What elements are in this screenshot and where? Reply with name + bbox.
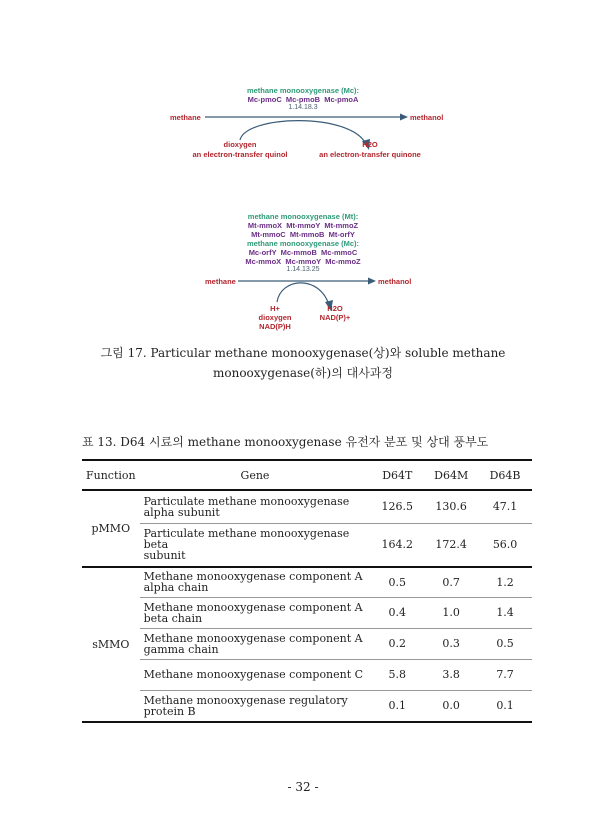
value-d64m: 172.4 — [435, 538, 467, 552]
page-number: - 32 - — [287, 780, 319, 794]
enzyme-label-mc: methane monooxygenase (Mc): — [246, 239, 360, 248]
gene-cell: Particulate methane monooxygenase alpha subunit — [143, 494, 350, 519]
table-row — [82, 628, 532, 659]
enzyme-label: methane monooxygenase (Mc): — [246, 86, 360, 95]
cosubstrate-nadph: NAD(P)H — [259, 322, 291, 331]
value-d64b: 47.1 — [492, 500, 518, 514]
header-d64m: D64M — [434, 468, 469, 482]
value-d64m: 0.7 — [442, 575, 460, 589]
value-d64b: 1.2 — [496, 575, 514, 589]
reaction-arrowhead — [368, 278, 376, 285]
gene-cell: Particulate methane monooxygenase beta subunit — [143, 527, 350, 563]
table-header-row — [82, 460, 532, 490]
table-row — [82, 567, 532, 597]
ec-number: 1.14.18.3 — [288, 104, 318, 111]
value-d64m: 0.3 — [442, 637, 460, 650]
gene-list: Mc-pmoC Mc-pmoB Mc-pmoA — [247, 95, 359, 104]
value-d64b: 0.5 — [496, 637, 514, 650]
value-d64m: 1.0 — [442, 606, 460, 619]
value-d64t: 126.5 — [381, 500, 414, 514]
table-row — [82, 659, 532, 690]
header-d64b: D64B — [489, 468, 521, 482]
table-row — [82, 490, 532, 523]
coproduct-water: H2O — [362, 140, 378, 149]
coproduct-quinone: an electron-transfer quinone — [319, 150, 421, 159]
value-d64t: 5.8 — [388, 668, 407, 681]
value-d64b: 56.0 — [492, 538, 518, 552]
gene-list-mt-2: Mt-mmoC Mt-mmoB Mt-orfY — [251, 230, 355, 239]
function-cell-smmo: sMMO — [82, 567, 140, 722]
function-cell-pmmo: pMMO — [82, 490, 140, 567]
value-d64m: 0.0 — [442, 699, 460, 713]
header-gene: Gene — [240, 468, 270, 482]
enzyme-label-mt: methane monooxygenase (Mt): — [247, 212, 359, 221]
substrate-methane: methane — [205, 277, 236, 286]
gene-cell: Methane monooxygenase component A beta chain — [143, 600, 363, 625]
table-title: 표 13. D64 시료의 methane monooxygenase 유전자 분포 및 상대 풍부도 — [82, 435, 489, 449]
mmo-abundance-table — [82, 459, 532, 723]
gene-list-mt-1: Mt-mmoX Mt-mmoY Mt-mmoZ — [247, 221, 359, 230]
gene-cell: Methane monooxygenase regulatory protein B — [143, 693, 348, 718]
cosubstrate-dioxygen: dioxygen — [258, 313, 292, 322]
table-row — [82, 597, 532, 628]
value-d64t: 164.2 — [381, 538, 414, 552]
value-d64m: 130.6 — [435, 500, 467, 514]
value-d64t: 0.5 — [388, 575, 407, 589]
value-d64t: 0.2 — [388, 637, 407, 650]
coproduct-nadp: NAD(P)+ — [319, 313, 351, 322]
substrate-methane: methane — [170, 113, 201, 122]
coproduct-water: H2O — [327, 304, 343, 313]
value-d64m: 3.8 — [442, 668, 460, 681]
gene-cell: Methane monooxygenase component A gamma chain — [143, 631, 363, 656]
product-methanol: methanol — [378, 277, 412, 286]
cosubstrate-quinol: an electron-transfer quinol — [192, 150, 288, 159]
header-d64t: D64T — [382, 468, 413, 482]
value-d64t: 0.4 — [388, 606, 407, 619]
product-methanol: methanol — [410, 113, 444, 122]
figure-caption-line2: monooxygenase(하)의 대사과정 — [213, 366, 393, 380]
gene-list-mc-2: Mc-mmoX Mc-mmoY Mc-mmoZ — [245, 257, 361, 266]
figure-caption-line1: 그림 17. Particular methane monooxygenase(상)와 soluble methane — [100, 346, 506, 360]
cosubstrate-proton: H+ — [270, 304, 280, 313]
header-function: Function — [86, 468, 136, 482]
table-row — [82, 690, 532, 722]
gene-list-mc-1: Mc-orfY Mc-mmoB Mc-mmoC — [248, 248, 358, 257]
cosubstrate-dioxygen: dioxygen — [223, 140, 257, 149]
value-d64t: 0.1 — [388, 699, 407, 713]
value-d64b: 1.4 — [496, 606, 514, 619]
cosubstrate-arc — [277, 283, 329, 305]
gene-cell: Methane monooxygenase component C — [143, 668, 364, 681]
value-d64b: 0.1 — [496, 699, 514, 713]
table-row — [82, 523, 532, 567]
value-d64b: 7.7 — [496, 668, 514, 681]
ec-number: 1.14.13.25 — [286, 266, 320, 273]
gene-cell: Methane monooxygenase component A alpha chain — [143, 570, 363, 595]
